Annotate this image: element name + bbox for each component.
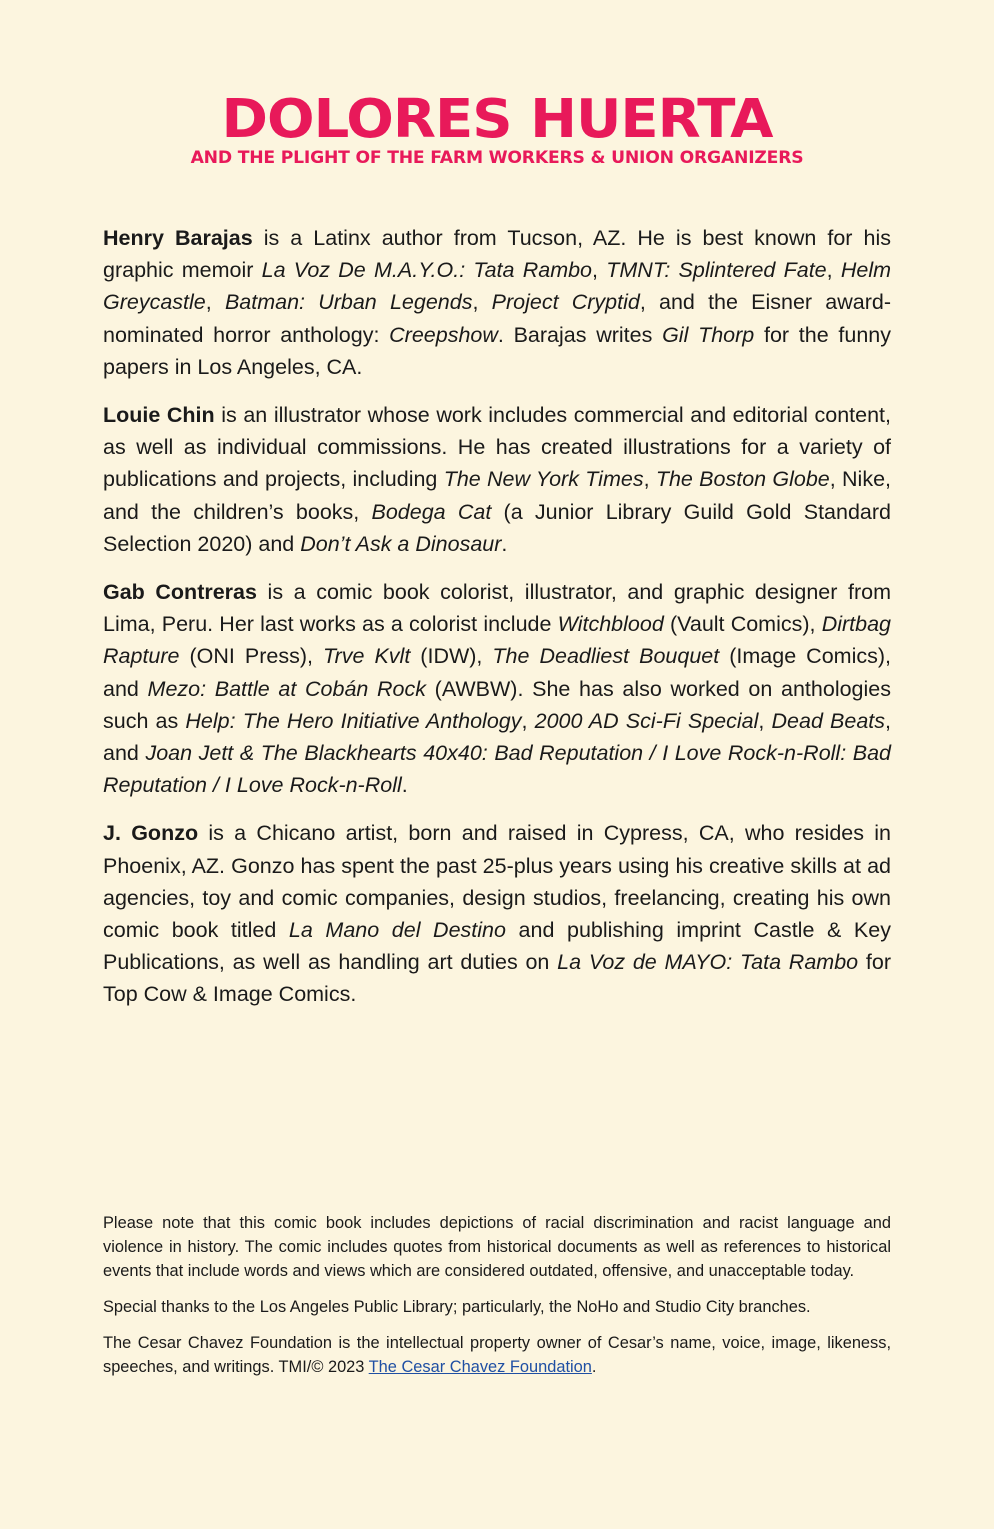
bio-text: is a Latinx author from Tucson, AZ. He is best known for his graphic memoir xyxy=(103,226,891,283)
bio-henry-barajas xyxy=(103,222,891,383)
bio-text: , xyxy=(758,708,772,733)
work-title: Batman: Urban Legends xyxy=(224,290,473,315)
work-title: Witchblood xyxy=(557,612,664,637)
work-title: Dead Beats xyxy=(771,708,886,733)
work-title: The Boston Globe xyxy=(655,467,830,492)
work-title: Gil Thorp xyxy=(662,322,755,347)
bio-text: . xyxy=(501,531,508,556)
work-title: La Voz de MAYO: Tata Rambo xyxy=(557,950,859,975)
content-warning: Please note that this comic book includes depictions of racial discrimination and racist language and violence in history. The comic includes quotes from historical documents as well as references to historical events that include words and views which are considered outdated, offensive, and unacceptable today. xyxy=(103,1214,891,1280)
bio-name: Henry Barajas xyxy=(103,226,253,250)
bio-text: and publishing imprint Castle & Key Publications, as well as handling art duties on xyxy=(103,918,891,975)
bio-name: Louie Chin xyxy=(103,403,215,428)
work-title: Mezo: Battle at Cobán Rock xyxy=(147,676,427,701)
bio-text: (a Junior Library Guild Gold Standard Selection 2020) and xyxy=(103,499,891,556)
book-title: DOLORES HUERTA xyxy=(221,88,773,151)
bio-text: , and the Eisner award-nominated horror anthology: xyxy=(103,290,891,347)
bio-text: for the funny papers in Los Angeles, CA. xyxy=(103,322,891,379)
bio-text: , xyxy=(826,258,841,283)
copyright-notice xyxy=(103,1331,891,1379)
work-title: TMNT: Splintered Fate xyxy=(606,258,827,283)
copyright-end: . xyxy=(591,1358,597,1376)
bio-text: , Nike, and the children’s books, xyxy=(103,467,892,524)
masthead xyxy=(0,90,994,168)
bio-text: (AWBW). She has also worked on anthologies such as xyxy=(103,676,891,733)
creator-bios xyxy=(103,222,891,1027)
work-title: Helm Greycastle xyxy=(103,258,892,315)
bio-text: (ONI Press), xyxy=(179,644,324,669)
bio-text: for Top Cow & Image Comics. xyxy=(103,950,891,1007)
work-title: Dirtbag Rapture xyxy=(103,612,891,669)
work-title: Bodega Cat xyxy=(371,499,492,524)
work-title: La Mano del Destino xyxy=(288,918,506,943)
work-title: Trve Kvlt xyxy=(323,644,411,669)
work-title: 2000 AD Sci-Fi Special xyxy=(534,708,759,733)
work-title: Help: The Hero Initiative Anthology xyxy=(185,708,522,733)
bio-text: , xyxy=(521,708,535,733)
bio-text: . xyxy=(401,773,408,798)
bio-j-gonzo xyxy=(103,817,891,1010)
bio-text: . Barajas writes xyxy=(497,322,663,347)
legal-notes xyxy=(103,1211,891,1391)
bio-text: is a comic book colorist, illustrator, and graphic designer from Lima, Peru. Her last works as a colorist include xyxy=(103,580,891,637)
cesar-chavez-foundation-link[interactable]: The Cesar Chavez Foundation xyxy=(368,1358,592,1376)
bio-text: is an illustrator whose work includes commercial and editorial content, as well as individual commissions. He has created illustrations for a variety of publications and projects, including xyxy=(103,403,891,492)
bio-text: is a Chicano artist, born and raised in Cypress, CA, who resides in Phoenix, AZ. Gonzo has spent the past 25-plus years using his creative skills at ad agencies, toy and comic companies, design studios, freelancing, creating his own comic book titled xyxy=(103,821,891,943)
bio-text: (IDW), xyxy=(410,644,493,669)
copyright-text: The Cesar Chavez Foundation is the intellectual property owner of Cesar’s name, voice, image, likeness, speeches, and writings. TMI/© 2023 xyxy=(103,1334,891,1376)
work-title: The New York Times xyxy=(443,467,644,492)
bio-text: , xyxy=(643,467,656,492)
bio-text: (Image Comics), and xyxy=(103,644,891,701)
work-title: Project Cryptid xyxy=(491,290,640,315)
work-title: The Deadliest Bouquet xyxy=(492,644,720,669)
bio-name: J. Gonzo xyxy=(103,821,199,846)
work-title: La Voz De M.A.Y.O.: Tata Rambo xyxy=(261,258,593,283)
work-title: Don’t Ask a Dinosaur xyxy=(300,531,502,556)
bio-name: Gab Contreras xyxy=(103,580,257,605)
work-title: Joan Jett & The Blackhearts 40x40: Bad Reputation / I Love Rock-n-Roll: Bad Reputation / I Love Rock-n-Roll xyxy=(103,741,891,798)
bio-gab-contreras xyxy=(103,576,891,801)
bio-louie-chin xyxy=(103,399,891,560)
work-title: Creepshow xyxy=(389,322,498,347)
bio-text: , xyxy=(472,290,492,315)
bio-text: , xyxy=(205,290,225,315)
book-subtitle: AND THE PLIGHT OF THE FARM WORKERS & UNION ORGANIZERS xyxy=(190,148,804,168)
bio-text: (Vault Comics), xyxy=(663,612,822,637)
bio-text: , xyxy=(592,258,607,283)
bio-text: , and xyxy=(103,708,892,766)
special-thanks: Special thanks to the Los Angeles Public Library; particularly, the NoHo and Studio City branches. xyxy=(103,1298,811,1316)
